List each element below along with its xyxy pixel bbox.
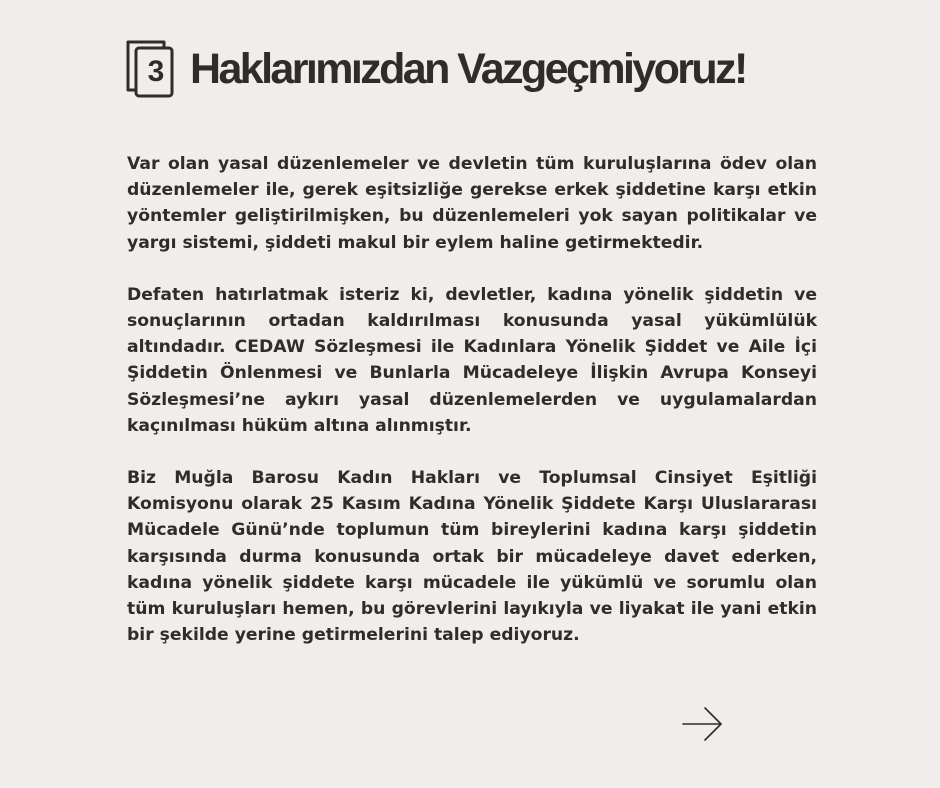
paragraph-1: Var olan yasal düzenlemeler ve devletin tüm kuruluşlarına ödev olan düzenlemeler ile, gerek eşitsizliğe gerekse erkek şiddetine karşı etkin yöntemler geliştirilmişken, bu düzenlemeleri yok sayan politikalar ve yargı sistemi, şiddeti makul bir eylem haline getirmektedir. (127, 154, 817, 253)
body-text (127, 151, 817, 648)
page-header (126, 34, 746, 104)
step-badge (126, 40, 176, 98)
page-title: Haklarımızdan Vazgeçmiyoruz! (190, 44, 746, 93)
next-button[interactable] (682, 705, 724, 743)
paragraph-2: Defaten hatırlatmak isteriz ki, devletler, kadına yönelik şiddetin ve sonuçlarının ortadan kaldırılması konusunda yasal yükümlülük altındadır. CEDAW Sözleşmesi ile Kadınlara Yönelik Şiddet ve Aile İçi Şiddetin Önlenmesi ve Bunlarla Mücadeleye İlişkin Avrupa Konseyi Sözleşmesi’ne aykırı yasal düzenlemelerden ve uygulamalardan kaçınılması hüküm altına alınmıştır. (127, 284, 817, 436)
paragraph-3: Biz Muğla Barosu Kadın Hakları ve Toplumsal Cinsiyet Eşitliği Komisyonu olarak 25 Kasım Kadına Yönelik Şiddete Karşı Uluslararası Mücadele Günü’nde toplumun tüm bireylerini kadına karşı şiddetin karşısında durma konusunda ortak bir mücadeleye davet ederken, kadına yönelik şiddete karşı mücadele ile yükümlü ve sorumlu olan tüm kuruluşları hemen, bu görevlerini layıkıyla ve liyakat ile yani etkin bir şekilde yerine getirmelerini talep ediyoruz. (127, 468, 817, 646)
step-number: 3 (147, 55, 165, 88)
arrow-right-icon[interactable] (682, 705, 724, 743)
